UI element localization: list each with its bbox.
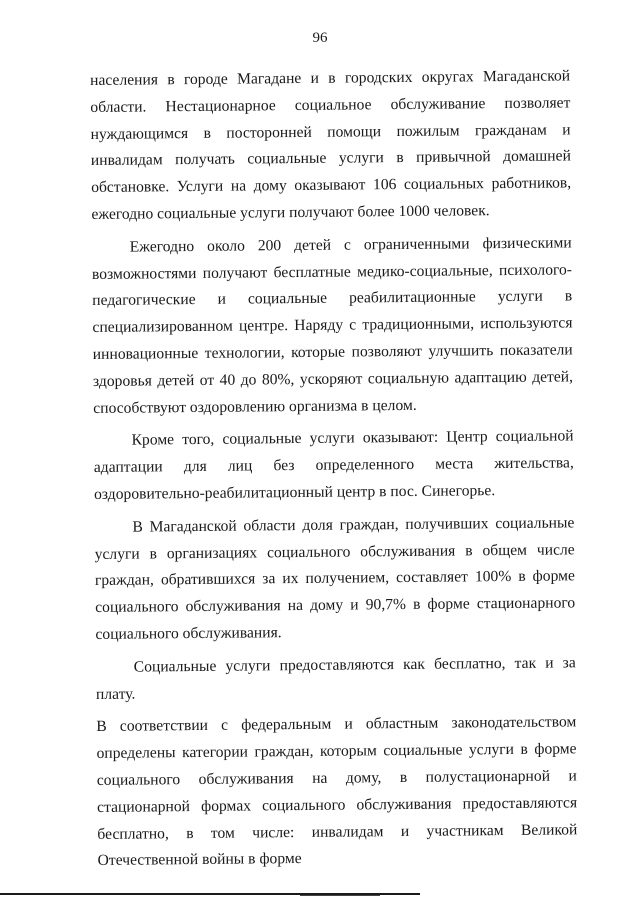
paragraph-2: Ежегодно около 200 детей с ограниченными физическими возможностями получают бесплатные медико-социальные, психолого-педагогические и социальные реабилитационные услуги в специализированном центре. Наряду с традиционными, используются инновационные технологии, которые позволяют улучшить показатели здоровья детей от 40 до 80%, ускоряют социальную адаптацию детей, способствуют оздоровлению организма в целом. <box>91 234 574 417</box>
paragraph-5: Социальные услуги предоставляются как бесплатно, так и за плату. <box>95 654 576 703</box>
paragraph-3: Кроме того, социальные услуги оказывают: Центр социальной адаптации для лиц без определенного места жительства, оздоровительно-реабилитационный центр в пос. Синегорье. <box>93 427 574 503</box>
paragraph-6: В соответствии с федеральным и областным законодательством определены категории граждан, которым социальные услуги в форме социального обслуживания на дому, в полустационарной и стационарной формах социального обслуживания предоставляются бесплатно, в том числе: инвалидам и участникам Великой Отечественной войны в форме <box>96 713 578 870</box>
document-body <box>90 63 578 881</box>
paragraph-4: В Магаданской области доля граждан, получивших социальные услуги в организациях социального обслуживания в общем числе граждан, обратившихся за их получением, составляет 100% в форме социального обслуживания на дому и 90,7% в форме стационарного социального обслуживания. <box>94 514 576 643</box>
page-number: 96 <box>312 30 328 46</box>
paragraph-1: населения в городе Магадане и в городских округах Магаданской области. Нестационарное социальное обслуживание позволяет нуждающимся в посторонней помощи пожилым гражданам и инвалидам получать социальные услуги в привычной домашней обстановке. Услуги на дому оказывают 106 социальных работников, ежегодно социальные услуги получают более 1000 человек. <box>90 67 572 223</box>
footer-rule-thin <box>300 895 380 896</box>
